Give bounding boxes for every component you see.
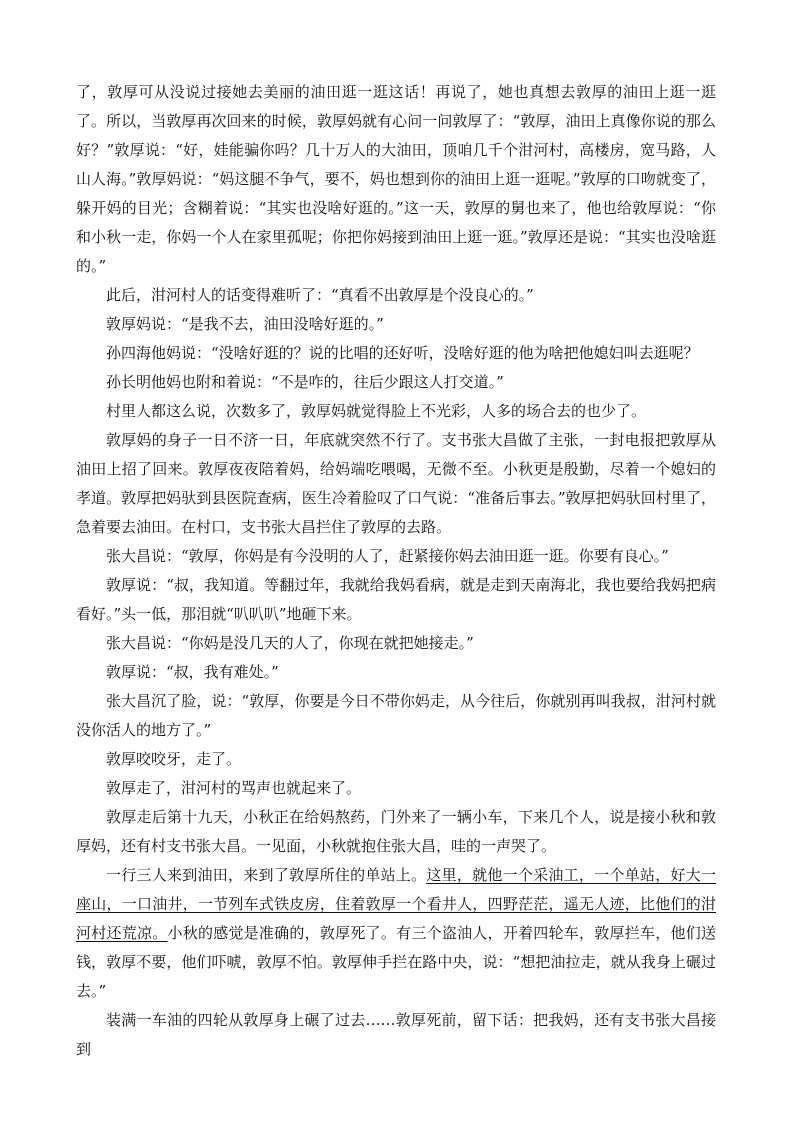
paragraph bbox=[76, 571, 716, 629]
paragraph bbox=[76, 339, 716, 368]
text-span: 敦厚说：“叔，我有难处。” bbox=[106, 663, 279, 681]
paragraph bbox=[76, 861, 716, 1006]
paragraph bbox=[76, 745, 716, 774]
paragraph bbox=[76, 397, 716, 426]
story-text bbox=[76, 78, 716, 1064]
paragraph bbox=[76, 368, 716, 397]
text-span: 张大昌说：“你妈是没几天的人了，你现在就把她接走。” bbox=[106, 634, 474, 652]
text-span: 敦厚妈说：“是我不去，油田没啥好逛的。” bbox=[106, 315, 384, 333]
text-span: 一行三人来到油田，来到了敦厚所住的单站上。 bbox=[106, 866, 427, 884]
text-span: 敦厚说：“叔，我知道。等翻过年，我就给我妈看病，就是走到天南海北，我也要给我妈把病看好。”头一低，那泪就“叭叭叭”地砸下来。 bbox=[76, 576, 716, 623]
text-span: 了，敦厚可从没说过接她去美丽的油田逛一逛这话！再说了，她也真想去敦厚的油田上逛一逛了。所以，当敦厚再次回来的时候，敦厚妈就有心问一问敦厚了：“敦厚，油田上真像你说的那么好？”敦厚说：“好，娃能骗你吗？几十万人的大油田，顶咱几千个泔河村，高楼房，宽马路，人山人海。”敦厚妈说：“妈这腿不争气，要不，妈也想到你的油田上逛一逛呢。”敦厚的口吻就变了，躲开妈的目光；含糊着说：“其实也没啥好逛的。”这一天，敦厚的舅也来了，他也给敦厚说：“你和小秋一走，你妈一个人在家里孤呢；你把你妈接到油田上逛一逛。”敦厚还是说：“其实也没啥逛的。” bbox=[76, 83, 716, 275]
text-span: 此后，泔河村人的话变得难听了：“真看不出敦厚是个没良心的。” bbox=[106, 286, 534, 304]
text-span: 敦厚咬咬牙，走了。 bbox=[106, 750, 242, 768]
text-span: 孙四海他妈说：“没啥好逛的？说的比唱的还好听，没啥好逛的他为啥把他媳妇叫去逛呢？ bbox=[106, 344, 699, 362]
text-span: 装满一车油的四轮从敦厚身上碾了过去……敦厚死前，留下话：把我妈，还有支书张大昌接到 bbox=[76, 1011, 716, 1058]
text-span: 村里人都这么说，次数多了，敦厚妈就觉得脸上不光彩，人多的场合去的也少了。 bbox=[106, 402, 647, 420]
paragraph bbox=[76, 542, 716, 571]
paragraph bbox=[76, 774, 716, 803]
text-span: 敦厚走了，泔河村的骂声也就起来了。 bbox=[106, 779, 362, 797]
text-span: 孙长明他妈也附和着说：“不是咋的，往后少跟这人打交道。” bbox=[106, 373, 504, 391]
paragraph bbox=[76, 281, 716, 310]
paragraph bbox=[76, 426, 716, 542]
text-span: 张大昌说：“敦厚，你妈是有今没明的人了，赶紧接你妈去油田逛一逛。你要有良心。” bbox=[106, 547, 669, 565]
text-span: 张大昌沉了脸，说：“敦厚，你要是今日不带你妈走，从今往后，你就别再叫我叔，泔河村就没你活人的地方了。” bbox=[76, 692, 716, 739]
text-span: 敦厚走后第十九天，小秋正在给妈熬药，门外来了一辆小车，下来几个人，说是接小秋和敦厚妈，还有村支书张大昌。一见面，小秋就抱住张大昌，哇的一声哭了。 bbox=[76, 808, 716, 855]
paragraph-continuation bbox=[76, 78, 716, 281]
paragraph bbox=[76, 629, 716, 658]
paragraph bbox=[76, 687, 716, 745]
paragraph bbox=[76, 803, 716, 861]
text-span: 敦厚妈的身子一日不济一日，年底就突然不行了。支书张大昌做了主张，一封电报把敦厚从油田上招了回来。敦厚夜夜陪着妈，给妈端吃喂喝，无微不至。小秋更是殷勤，尽着一个媳妇的孝道。敦厚把妈驮到县医院查病，医生冷着脸叹了口气说：“准备后事去。”敦厚把妈驮回村里了，急着要去油田。在村口，支书张大昌拦住了敦厚的去路。 bbox=[76, 431, 716, 536]
underlined-passage: 这里，就他一个采油工，一个单站，好大一座山，一口油井，一节列车式铁皮房，住着敦厚一个看井人，四野茫茫，遥无人迹，比他们的泔河村还荒凉。 bbox=[76, 866, 716, 942]
paragraph bbox=[76, 1006, 716, 1064]
paragraph bbox=[76, 658, 716, 687]
text-span: 小秋的感觉是准确的，敦厚死了。有三个盗油人，开着四轮车，敦厚拦车，他们送钱，敦厚不要，他们吓唬，敦厚不怕。敦厚伸手拦在路中央，说：“想把油拉走，就从我身上碾过去。” bbox=[76, 924, 716, 1000]
paragraph bbox=[76, 310, 716, 339]
